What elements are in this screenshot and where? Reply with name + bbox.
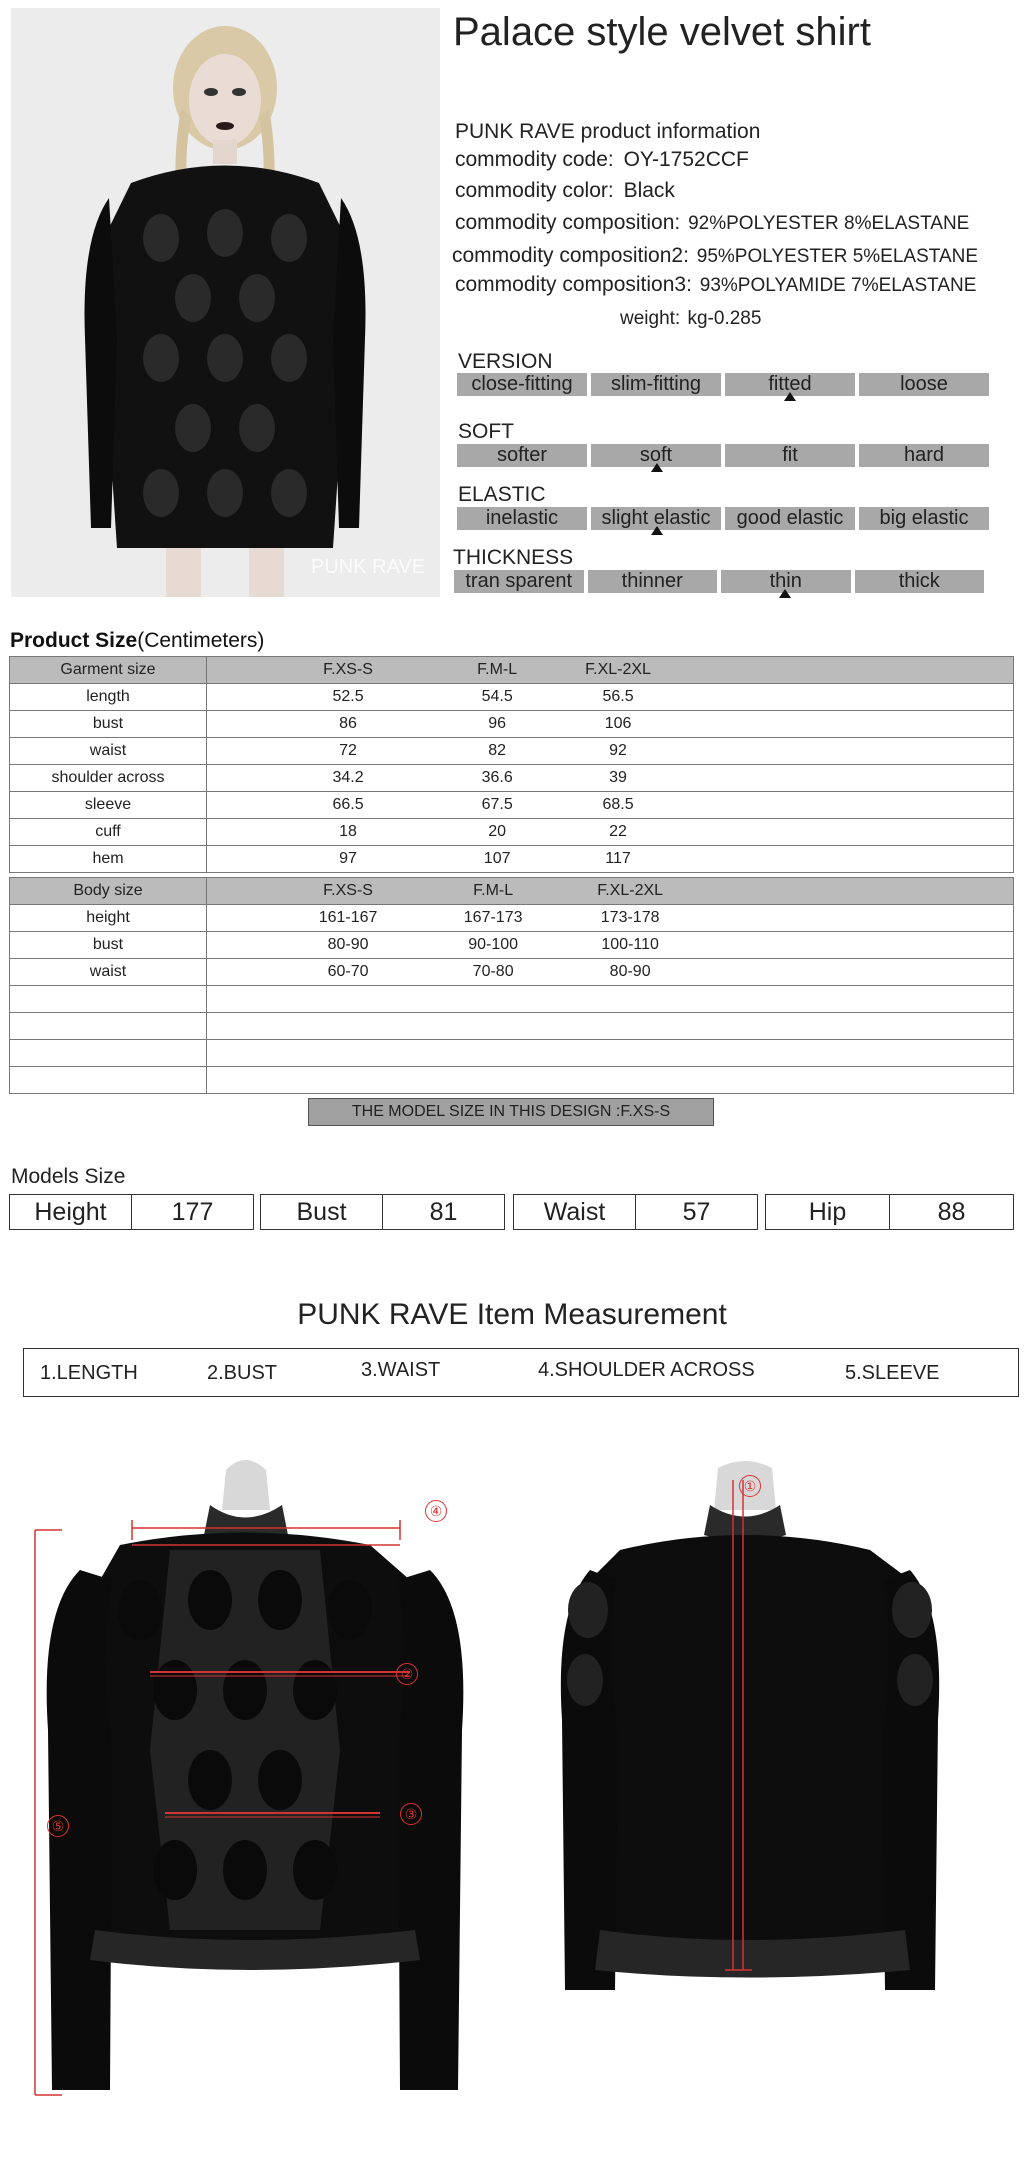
row-label: waist	[10, 738, 207, 765]
row-label: shoulder across	[10, 765, 207, 792]
soft-label: SOFT	[458, 420, 514, 443]
table-cell: F.M-L	[477, 661, 518, 678]
model-height-value: 177	[131, 1195, 253, 1229]
garment-front-image	[20, 1450, 490, 2120]
measure-sleeve: 5.SLEEVE	[845, 1362, 940, 1384]
comp3-value: 93%POLYAMIDE 7%ELASTANE	[699, 275, 977, 296]
table-cell: 92	[609, 742, 627, 759]
table-row	[10, 738, 1014, 765]
elastic-label: ELASTIC	[458, 483, 546, 506]
marker-length: ①	[739, 1475, 761, 1497]
soft-option: softer	[457, 444, 587, 467]
commodity-composition3	[455, 273, 976, 297]
table-cell: 18	[339, 823, 357, 840]
comp3-label: commodity composition3:	[455, 273, 692, 296]
version-option: close-fitting	[457, 373, 587, 396]
thickness-option: tran sparent	[454, 570, 584, 593]
table-cell: 106	[604, 715, 632, 732]
version-selected-marker	[784, 392, 796, 401]
table-cell: 52.5	[332, 688, 364, 705]
weight	[620, 308, 761, 330]
comp2-value: 95%POLYESTER 5%ELASTANE	[696, 246, 979, 267]
table-cell: F.M-L	[473, 882, 514, 899]
model-height-box	[9, 1194, 254, 1230]
table-row	[10, 932, 1014, 959]
commodity-composition	[455, 211, 969, 235]
product-size-title-bold: Product Size	[10, 629, 138, 652]
table-cell: 66.5	[332, 796, 364, 813]
row-label: waist	[10, 959, 207, 986]
table-cell: 100-110	[601, 936, 659, 953]
row-label	[10, 986, 207, 1013]
weight-value: kg-0.285	[687, 308, 762, 329]
soft-option: hard	[859, 444, 989, 467]
table-header	[10, 657, 1014, 684]
soft-scale	[457, 444, 989, 467]
product-size-unit: (Centimeters)	[137, 629, 265, 652]
thickness-scale	[454, 570, 984, 593]
model-hip-label: Hip	[808, 1198, 847, 1226]
table-cell: F.XL-2XL	[597, 882, 664, 899]
models-size-title: Models Size	[11, 1165, 126, 1188]
measurement-title: PUNK RAVE Item Measurement	[297, 1298, 727, 1331]
table-cell: F.XS-S	[323, 661, 373, 678]
table-cell: 70-80	[472, 963, 514, 980]
thickness-option: thick	[855, 570, 985, 593]
version-option: loose	[859, 373, 989, 396]
commodity-color	[455, 179, 675, 203]
table-cell: 60-70	[327, 963, 369, 980]
table-row	[10, 684, 1014, 711]
table-row	[10, 959, 1014, 986]
model-height-label: Height	[34, 1198, 107, 1226]
table-row	[10, 905, 1014, 932]
table-cell: F.XL-2XL	[585, 661, 651, 678]
table-cell: 161-167	[318, 909, 378, 926]
thickness-option: thin	[721, 570, 851, 593]
table-row	[10, 986, 1014, 1013]
row-label	[10, 1013, 207, 1040]
table-cell: 86	[339, 715, 357, 732]
info-header: PUNK RAVE product information	[455, 120, 761, 143]
measure-waist: 3.WAIST	[361, 1359, 441, 1381]
table-cell: 82	[488, 742, 507, 759]
row-label: height	[10, 905, 207, 932]
row-label: Body size	[10, 878, 207, 905]
table-cell: 20	[488, 823, 507, 840]
row-label: bust	[10, 932, 207, 959]
soft-selected-marker	[651, 463, 663, 472]
model-design-size: THE MODEL SIZE IN THIS DESIGN :F.XS-S	[308, 1098, 714, 1126]
measure-shoulder: 4.SHOULDER ACROSS	[538, 1359, 755, 1381]
table-row	[10, 1013, 1014, 1040]
model-hip-box	[765, 1194, 1014, 1230]
color-value: Black	[623, 179, 675, 202]
color-label: commodity color:	[455, 179, 614, 202]
table-cell: 22	[609, 823, 627, 840]
product-title: Palace style velvet shirt	[453, 10, 871, 54]
table-cell: 173-178	[600, 909, 660, 926]
elastic-option: slight elastic	[591, 507, 721, 530]
model-waist-label: Waist	[543, 1198, 606, 1226]
comp1-value: 92%POLYESTER 8%ELASTANE	[688, 213, 970, 234]
table-row	[10, 1067, 1014, 1094]
product-size-title	[10, 629, 264, 653]
elastic-option: good elastic	[725, 507, 855, 530]
table-cell: 107	[483, 850, 511, 867]
table-cell: 39	[609, 769, 627, 786]
row-label: length	[10, 684, 207, 711]
table-cell: 36.6	[481, 769, 513, 786]
models-size-row	[9, 1194, 1014, 1230]
table-cell: 117	[605, 850, 631, 867]
version-scale	[457, 373, 989, 396]
table-cell: 167-173	[463, 909, 523, 926]
table-cell: 72	[339, 742, 357, 759]
product-size-table	[9, 656, 1014, 873]
table-row	[10, 819, 1014, 846]
model-bust-label: Bust	[296, 1198, 347, 1226]
table-header	[10, 878, 1014, 905]
table-row	[10, 765, 1014, 792]
model-photo	[11, 8, 440, 597]
version-option: slim-fitting	[591, 373, 721, 396]
model-bust-box	[260, 1194, 505, 1230]
model-hip-value: 88	[889, 1195, 1013, 1229]
table-cell: 97	[339, 850, 357, 867]
comp2-label: commodity composition2:	[452, 244, 689, 267]
table-cell: F.XS-S	[323, 882, 373, 899]
row-label	[10, 1040, 207, 1067]
table-cell: 54.5	[481, 688, 513, 705]
table-cell: 68.5	[602, 796, 634, 813]
comp1-label: commodity composition:	[455, 211, 681, 234]
row-label	[10, 1067, 207, 1094]
measure-length: 1.LENGTH	[40, 1362, 138, 1384]
table-row	[10, 792, 1014, 819]
version-label: VERSION	[458, 350, 553, 373]
marker-waist: ③	[400, 1803, 422, 1825]
elastic-selected-marker	[651, 526, 663, 535]
table-cell: 96	[488, 715, 507, 732]
thickness-option: thinner	[588, 570, 718, 593]
row-label: Garment size	[10, 657, 207, 684]
row-label: hem	[10, 846, 207, 873]
thickness-selected-marker	[779, 589, 791, 598]
elastic-scale	[457, 507, 989, 530]
table-row	[10, 846, 1014, 873]
soft-option: fit	[725, 444, 855, 467]
marker-bust: ②	[396, 1663, 418, 1685]
marker-shoulder: ④	[425, 1500, 447, 1522]
garment-back-image	[540, 1460, 980, 2020]
table-row	[10, 711, 1014, 738]
table-cell: 67.5	[481, 796, 513, 813]
marker-sleeve: ⑤	[47, 1815, 69, 1837]
body-size-table	[9, 877, 1014, 1094]
thickness-label: THICKNESS	[453, 546, 574, 569]
table-cell: 80-90	[327, 936, 369, 953]
model-bust-value: 81	[382, 1195, 504, 1229]
elastic-option: big elastic	[859, 507, 989, 530]
watermark-text: PUNK RAVE	[311, 556, 426, 578]
table-cell: 80-90	[609, 963, 651, 980]
table-cell: 56.5	[602, 688, 634, 705]
soft-option: soft	[591, 444, 721, 467]
commodity-code	[455, 148, 749, 172]
table-row	[10, 1040, 1014, 1067]
commodity-composition2	[452, 244, 978, 268]
table-cell: 90-100	[468, 936, 519, 953]
measure-bust: 2.BUST	[207, 1362, 278, 1384]
elastic-option: inelastic	[457, 507, 587, 530]
row-label: cuff	[10, 819, 207, 846]
model-waist-box	[513, 1194, 758, 1230]
code-label: commodity code:	[455, 148, 614, 171]
table-cell: 34.2	[332, 769, 364, 786]
model-waist-value: 57	[635, 1195, 757, 1229]
row-label: sleeve	[10, 792, 207, 819]
code-value: OY-1752CCF	[623, 148, 749, 171]
version-option: fitted	[725, 373, 855, 396]
measurement-legend	[23, 1348, 1019, 1397]
weight-label: weight:	[620, 308, 681, 329]
row-label: bust	[10, 711, 207, 738]
